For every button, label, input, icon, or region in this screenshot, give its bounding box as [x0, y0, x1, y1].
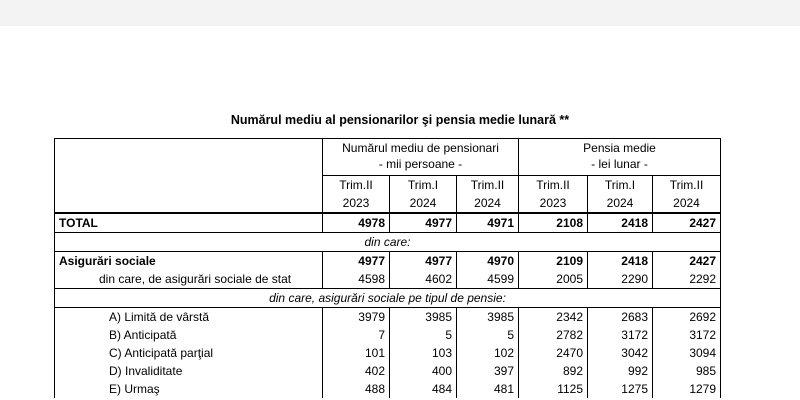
cell-value: 3172	[588, 326, 653, 344]
cell-value: 1125	[519, 380, 588, 398]
table-row-asigurari-stat	[55, 270, 721, 289]
table-row-section	[55, 289, 721, 308]
header-empty-cell	[55, 139, 323, 214]
cell-value: 985	[653, 362, 721, 380]
row-label: Asigurări sociale	[55, 252, 323, 271]
header-group-pension: Pensia medie	[519, 139, 721, 158]
cell-value: 7	[323, 326, 390, 344]
period-year: 2023	[323, 194, 390, 213]
cell-value: 1279	[653, 380, 721, 398]
row-label: din care, de asigurări sociale de stat	[55, 270, 323, 289]
table-row-b	[55, 326, 721, 344]
table-row-d	[55, 362, 721, 380]
cell-value: 2109	[519, 252, 588, 271]
cell-value: 488	[323, 380, 390, 398]
top-toolbar-strip	[0, 0, 800, 26]
cell-value: 4977	[390, 213, 457, 233]
period-year: 2024	[653, 194, 721, 213]
cell-value: 2692	[653, 308, 721, 327]
cell-value: 4971	[457, 213, 519, 233]
period-label: Trim.II	[323, 176, 390, 195]
pensioners-table	[54, 138, 721, 398]
cell-value: 4978	[323, 213, 390, 233]
header-unit-pension: - lei lunar -	[519, 157, 721, 176]
cell-value: 3985	[390, 308, 457, 327]
row-label: B) Anticipată	[55, 326, 323, 344]
cell-value: 2292	[653, 270, 721, 289]
cell-value: 3042	[588, 344, 653, 362]
cell-value: 402	[323, 362, 390, 380]
cell-value: 4977	[323, 252, 390, 271]
table-row-e	[55, 380, 721, 398]
cell-value: 2782	[519, 326, 588, 344]
cell-value: 101	[323, 344, 390, 362]
section-label: din care:	[55, 233, 721, 252]
period-label: Trim.II	[653, 176, 721, 195]
cell-value: 2418	[588, 213, 653, 233]
period-year: 2024	[457, 194, 519, 213]
cell-value: 1275	[588, 380, 653, 398]
period-label: Trim.II	[519, 176, 588, 195]
cell-value: 5	[457, 326, 519, 344]
cell-value: 5	[390, 326, 457, 344]
table-title: Numărul mediu al pensionarilor şi pensia medie lunară **	[230, 113, 570, 127]
cell-value: 2290	[588, 270, 653, 289]
cell-value: 3979	[323, 308, 390, 327]
cell-value: 2683	[588, 308, 653, 327]
table-row-c	[55, 344, 721, 362]
cell-value: 3985	[457, 308, 519, 327]
cell-value: 892	[519, 362, 588, 380]
cell-value: 2470	[519, 344, 588, 362]
cell-value: 102	[457, 344, 519, 362]
header-group-pensioners: Numărul mediu de pensionari	[323, 139, 519, 158]
cell-value: 4599	[457, 270, 519, 289]
table-row-a	[55, 308, 721, 327]
cell-value: 3094	[653, 344, 721, 362]
cell-value: 2108	[519, 213, 588, 233]
cell-value: 4598	[323, 270, 390, 289]
period-label: Trim.II	[457, 176, 519, 195]
cell-value: 4970	[457, 252, 519, 271]
cell-value: 992	[588, 362, 653, 380]
cell-value: 2418	[588, 252, 653, 271]
cell-value: 484	[390, 380, 457, 398]
period-year: 2024	[588, 194, 653, 213]
header-unit-pensioners: - mii persoane -	[323, 157, 519, 176]
cell-value: 2005	[519, 270, 588, 289]
row-label: A) Limită de vârstă	[55, 308, 323, 327]
cell-value: 4977	[390, 252, 457, 271]
cell-value: 481	[457, 380, 519, 398]
row-label: D) Invaliditate	[55, 362, 323, 380]
period-year: 2023	[519, 194, 588, 213]
row-label: TOTAL	[55, 213, 323, 233]
table-row-section	[55, 233, 721, 252]
section-label: din care, asigurări sociale pe tipul de pensie:	[55, 289, 721, 308]
row-label: C) Anticipată parţial	[55, 344, 323, 362]
cell-value: 3172	[653, 326, 721, 344]
table-row-total	[55, 213, 721, 233]
period-label: Trim.I	[588, 176, 653, 195]
period-year: 2024	[390, 194, 457, 213]
row-label: E) Urmaş	[55, 380, 323, 398]
cell-value: 2342	[519, 308, 588, 327]
cell-value: 2427	[653, 252, 721, 271]
cell-value: 4602	[390, 270, 457, 289]
period-label: Trim.I	[390, 176, 457, 195]
cell-value: 400	[390, 362, 457, 380]
cell-value: 103	[390, 344, 457, 362]
cell-value: 397	[457, 362, 519, 380]
cell-value: 2427	[653, 213, 721, 233]
table-row-asigurari	[55, 252, 721, 271]
